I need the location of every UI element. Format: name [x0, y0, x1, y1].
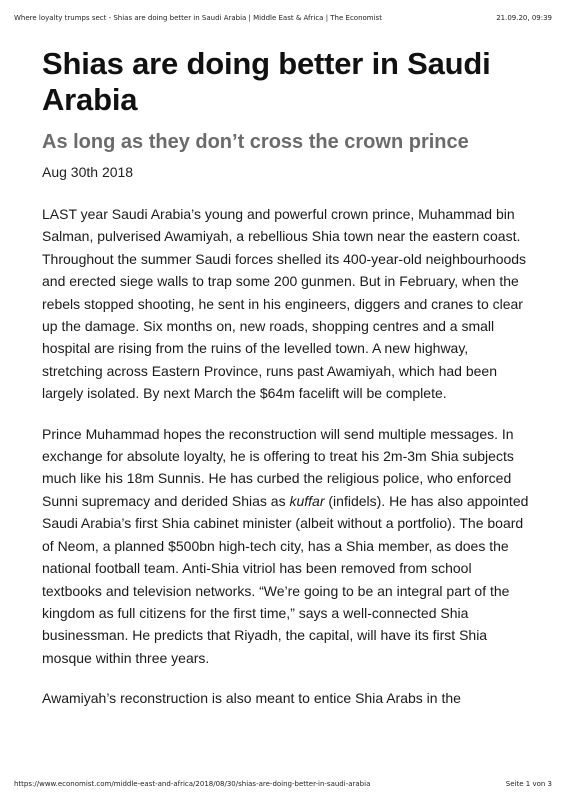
paragraph-text-segment: Prince Muhammad hopes the reconstruction will send multiple messages. In exchange for absolute loyalty, he is offering to treat his 2m-3m Shia subjects much like his 18m Sunnis. He has curbed the religious police, who enforced Sunni supremacy and derided Shias as [42, 425, 514, 509]
print-header [14, 12, 552, 24]
article-body [42, 203, 532, 710]
paragraph-text-segment: (infidels). He has also appointed Saudi Arabia’s first Shia cabinet minister (albeit without a portfolio). The board of Neom, a planned $500bn high-tech city, has a Shia member, as does the national football team. Anti-Shia vitriol has been removed from school textbooks and television networks. “We’re going to be an integral part of the kingdom as full citizens for the first time,” says a well-connected Shia businessman. He predicts that Riyadh, the capital, will have its first Shia mosque within three years. [42, 492, 529, 666]
print-footer [14, 778, 552, 790]
print-header-timestamp: 21.09.20, 09:39 [496, 14, 552, 22]
article-date: Aug 30th 2018 [42, 164, 134, 180]
article-paragraph-3: Awamiyah’s reconstruction is also meant to entice Shia Arabs in the [42, 690, 461, 707]
article [42, 46, 532, 728]
print-footer-page-number: Seite 1 von 3 [505, 780, 552, 788]
article-paragraph-2 [42, 423, 532, 669]
print-footer-url[interactable]: https://www.economist.com/middle-east-and-africa/2018/08/30/shias-are-doing-better-in-saudi-arabia [14, 780, 371, 788]
print-header-page-title: Where loyalty trumps sect - Shias are doing better in Saudi Arabia | Middle East & Africa | The Economist [14, 14, 382, 22]
article-paragraph-1: LAST year Saudi Arabia’s young and powerful crown prince, Muhammad bin Salman, pulverised Awamiyah, a rebellious Shia town near the eastern coast. Throughout the summer Saudi forces shelled its 400-year-old neighbourhoods and erected siege walls to trap some 200 gunmen. But in February, when the rebels stopped shooting, he sent in his engineers, diggers and cranes to clear up the damage. Six months on, new roads, shopping centres and a small hospital are rising from the ruins of the levelled town. A new highway, stretching across Eastern Province, runs past Awamiyah, which had been largely isolated. By next March the $64m facelift will be complete. [42, 206, 527, 402]
italic-term-kuffar: kuffar [289, 492, 325, 509]
article-headline: Shias are doing better in Saudi Arabia [42, 46, 491, 117]
article-subheadline: As long as they don’t cross the crown prince [42, 131, 469, 153]
